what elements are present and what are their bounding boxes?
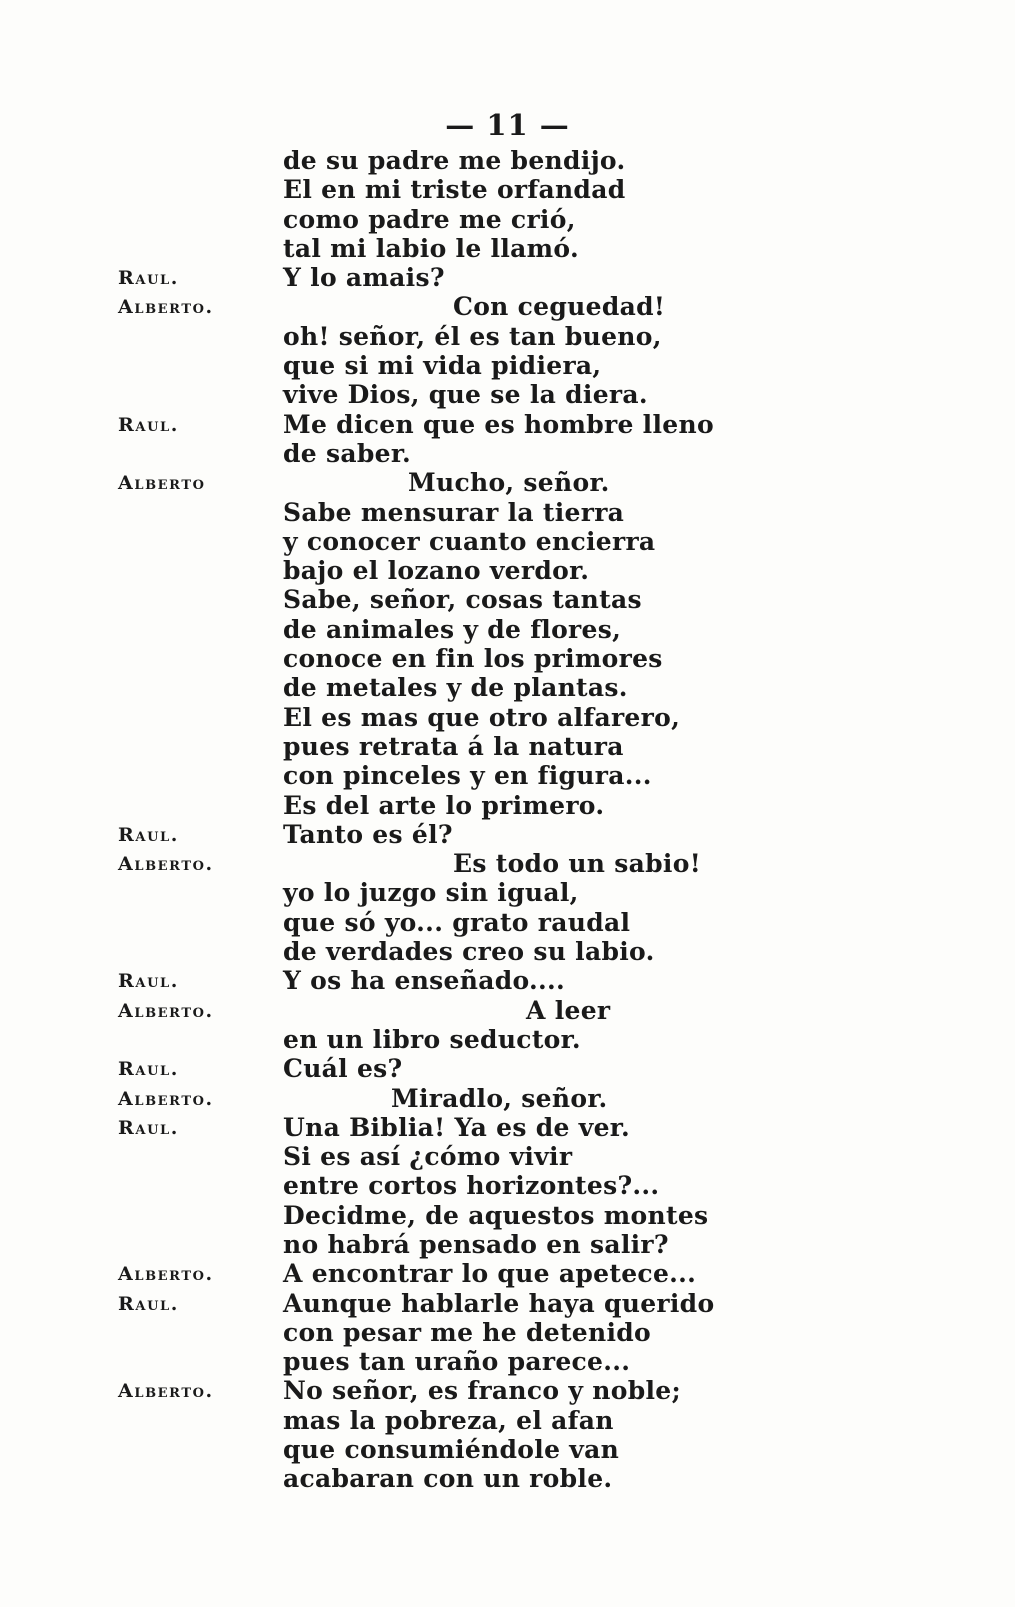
dialogue-line	[0, 1406, 1015, 1435]
dialogue-line	[0, 615, 1015, 644]
verse-text: de su padre me bendijo.	[283, 146, 626, 175]
dialogue-line	[0, 849, 1015, 878]
verse-text: que si mi vida pidiera,	[283, 351, 602, 381]
dialogue-line	[0, 585, 1015, 614]
verse-text: pues tan uraño parece...	[283, 1347, 631, 1377]
verse-text: de verdades creo su labio.	[283, 937, 655, 967]
speaker-name: Alberto.	[118, 1380, 214, 1403]
speaker-name: Raul.	[118, 1292, 179, 1315]
verse-text: mas la pobreza, el afan	[283, 1405, 614, 1435]
verse-text: A encontrar lo que apetece...	[283, 1259, 697, 1289]
speaker-name: Alberto.	[118, 853, 214, 876]
verse-text: bajo el lozano verdor.	[283, 556, 590, 586]
dialogue-line	[0, 175, 1015, 204]
dialogue-line	[0, 820, 1015, 849]
dialogue-line	[0, 937, 1015, 966]
speaker-name: Raul.	[118, 970, 179, 993]
dialogue-line	[0, 322, 1015, 351]
dialogue-line	[0, 996, 1015, 1025]
verse-text: como padre me crió,	[283, 204, 576, 234]
verse-text: Es todo un sabio!	[453, 849, 701, 879]
verse-dialogue	[0, 146, 1015, 1494]
verse-text: Miradlo, señor.	[391, 1083, 608, 1113]
dialogue-line	[0, 966, 1015, 995]
verse-text: oh! señor, él es tan bueno,	[283, 321, 662, 351]
verse-text: de metales y de plantas.	[283, 673, 628, 703]
verse-text: y conocer cuanto encierra	[283, 526, 656, 556]
dialogue-line	[0, 380, 1015, 409]
page-number: — 11 —	[445, 108, 570, 142]
dialogue-line	[0, 146, 1015, 175]
verse-text: que só yo... grato raudal	[283, 907, 631, 937]
dialogue-line	[0, 1435, 1015, 1464]
dialogue-line	[0, 1230, 1015, 1259]
verse-text: no habrá pensado en salir?	[283, 1229, 669, 1259]
dialogue-line	[0, 1113, 1015, 1142]
verse-text: A leer	[526, 995, 611, 1025]
verse-text: Mucho, señor.	[408, 468, 610, 498]
dialogue-line	[0, 761, 1015, 790]
dialogue-line	[0, 1084, 1015, 1113]
verse-text: El en mi triste orfandad	[283, 175, 626, 205]
verse-text: No señor, es franco y noble;	[283, 1376, 681, 1406]
dialogue-line	[0, 1289, 1015, 1318]
dialogue-line	[0, 1464, 1015, 1493]
dialogue-line	[0, 1376, 1015, 1405]
verse-text: vive Dios, que se la diera.	[283, 380, 648, 410]
dialogue-line	[0, 878, 1015, 907]
verse-text: Me dicen que es hombre lleno	[283, 409, 714, 439]
dialogue-line	[0, 703, 1015, 732]
verse-text: que consumiéndole van	[283, 1435, 620, 1465]
dialogue-line	[0, 1201, 1015, 1230]
verse-text: tal mi labio le llamó.	[283, 233, 579, 263]
dialogue-line	[0, 732, 1015, 761]
verse-text: con pinceles y en figura...	[283, 761, 652, 791]
speaker-name: Alberto	[118, 472, 206, 495]
verse-text: Tanto es él?	[283, 819, 453, 849]
dialogue-line	[0, 205, 1015, 234]
verse-text: con pesar me he detenido	[283, 1317, 652, 1347]
speaker-name: Alberto.	[118, 1263, 214, 1286]
verse-text: pues retrata á la natura	[283, 731, 624, 761]
verse-text: de saber.	[283, 438, 412, 468]
verse-text: Una Biblia! Ya es de ver.	[283, 1112, 630, 1142]
dialogue-line	[0, 439, 1015, 468]
dialogue-line	[0, 1025, 1015, 1054]
dialogue-line	[0, 498, 1015, 527]
dialogue-line	[0, 908, 1015, 937]
dialogue-line	[0, 292, 1015, 321]
verse-text: El es mas que otro alfarero,	[283, 702, 681, 732]
dialogue-line	[0, 527, 1015, 556]
speaker-name: Alberto.	[118, 1087, 214, 1110]
verse-text: Sabe mensurar la tierra	[283, 497, 625, 527]
verse-text: Si es así ¿cómo vivir	[283, 1142, 573, 1172]
verse-text: Aunque hablarle haya querido	[283, 1288, 715, 1318]
speaker-name: Alberto.	[118, 296, 214, 319]
verse-text: acabaran con un roble.	[283, 1464, 613, 1494]
dialogue-line	[0, 263, 1015, 292]
verse-text: conoce en fin los primores	[283, 644, 663, 674]
speaker-name: Raul.	[118, 413, 179, 436]
dialogue-line	[0, 410, 1015, 439]
dialogue-line	[0, 1347, 1015, 1376]
dialogue-line	[0, 468, 1015, 497]
verse-text: en un libro seductor.	[283, 1024, 581, 1054]
speaker-name: Raul.	[118, 823, 179, 846]
speaker-name: Raul.	[118, 1116, 179, 1139]
speaker-name: Alberto.	[118, 999, 214, 1022]
dialogue-line	[0, 556, 1015, 585]
dialogue-line	[0, 791, 1015, 820]
verse-text: Con ceguedad!	[453, 292, 666, 322]
dialogue-line	[0, 1171, 1015, 1200]
dialogue-line	[0, 234, 1015, 263]
verse-text: Cuál es?	[283, 1054, 403, 1084]
verse-text: de animales y de flores,	[283, 614, 622, 644]
speaker-name: Raul.	[118, 1058, 179, 1081]
dialogue-line	[0, 1318, 1015, 1347]
dialogue-line	[0, 1259, 1015, 1288]
dialogue-line	[0, 644, 1015, 673]
dialogue-line	[0, 1054, 1015, 1083]
verse-text: Y os ha enseñado....	[283, 966, 566, 996]
verse-text: Es del arte lo primero.	[283, 790, 605, 820]
verse-text: Decidme, de aquestos montes	[283, 1200, 709, 1230]
dialogue-line	[0, 1142, 1015, 1171]
dialogue-line	[0, 673, 1015, 702]
verse-text: Sabe, señor, cosas tantas	[283, 585, 642, 615]
dialogue-line	[0, 351, 1015, 380]
verse-text: Y lo amais?	[283, 263, 445, 293]
verse-text: yo lo juzgo sin igual,	[283, 878, 579, 908]
verse-text: entre cortos horizontes?...	[283, 1171, 660, 1201]
speaker-name: Raul.	[118, 267, 179, 290]
